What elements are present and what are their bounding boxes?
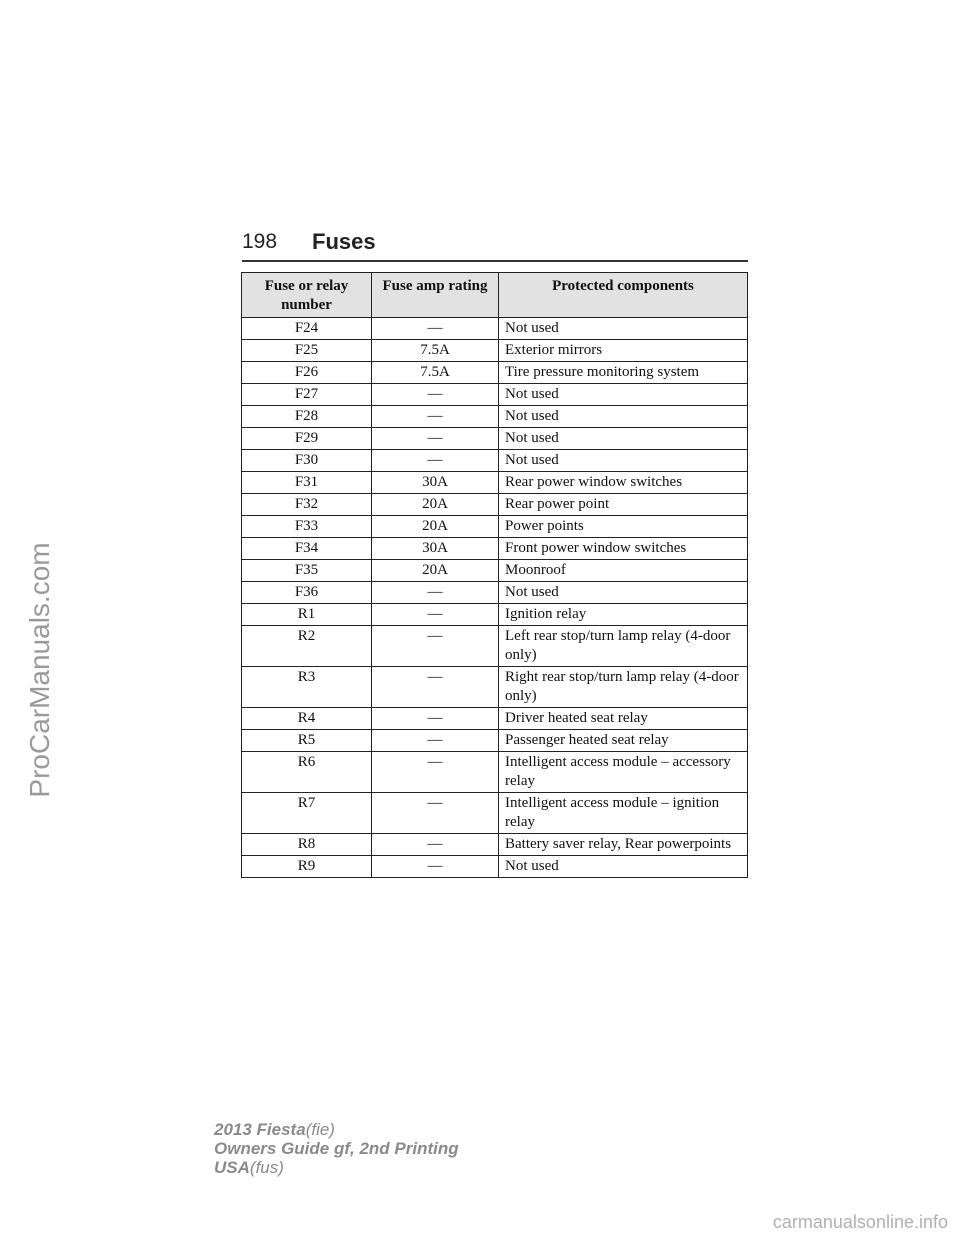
fuse-number-cell: R6 xyxy=(242,752,372,793)
amp-rating-cell: — xyxy=(372,428,499,450)
protected-component-cell: Not used xyxy=(499,318,748,340)
fuse-number-cell: F31 xyxy=(242,472,372,494)
footer-line-3 xyxy=(214,1158,459,1177)
footer-guide: Owners Guide gf, 2nd Printing xyxy=(214,1139,459,1158)
protected-component-cell: Power points xyxy=(499,516,748,538)
page-number: 198 xyxy=(242,230,278,253)
protected-component-cell: Exterior mirrors xyxy=(499,340,748,362)
table-row xyxy=(242,428,748,450)
amp-rating-cell: 30A xyxy=(372,472,499,494)
table-row xyxy=(242,516,748,538)
column-header-number: Fuse or relay number xyxy=(242,273,372,318)
protected-component-cell: Driver heated seat relay xyxy=(499,708,748,730)
fuse-number-cell: R7 xyxy=(242,793,372,834)
table-row xyxy=(242,752,748,793)
protected-component-cell: Intelligent access module – ignition relay xyxy=(499,793,748,834)
table-row xyxy=(242,604,748,626)
table-row xyxy=(242,362,748,384)
protected-component-cell: Tire pressure monitoring system xyxy=(499,362,748,384)
fuse-number-cell: F27 xyxy=(242,384,372,406)
table-row xyxy=(242,582,748,604)
fuse-number-cell: R5 xyxy=(242,730,372,752)
amp-rating-cell: — xyxy=(372,856,499,878)
protected-component-cell: Battery saver relay, Rear powerpoints xyxy=(499,834,748,856)
protected-component-cell: Moonroof xyxy=(499,560,748,582)
amp-rating-cell: 20A xyxy=(372,494,499,516)
fuse-number-cell: F28 xyxy=(242,406,372,428)
fuse-number-cell: F33 xyxy=(242,516,372,538)
footer-line-1 xyxy=(214,1120,459,1139)
fuse-number-cell: F29 xyxy=(242,428,372,450)
protected-component-cell: Not used xyxy=(499,582,748,604)
watermark-text: ProCarManuals.com xyxy=(24,542,55,798)
amp-rating-cell: — xyxy=(372,604,499,626)
table-row xyxy=(242,494,748,516)
protected-component-cell: Ignition relay xyxy=(499,604,748,626)
fuse-number-cell: R9 xyxy=(242,856,372,878)
page-header xyxy=(242,230,748,260)
footer-region: USA xyxy=(214,1158,250,1177)
table-row xyxy=(242,626,748,667)
fuse-number-cell: F34 xyxy=(242,538,372,560)
table-row xyxy=(242,793,748,834)
amp-rating-cell: — xyxy=(372,406,499,428)
table-row xyxy=(242,856,748,878)
column-header-rating: Fuse amp rating xyxy=(372,273,499,318)
protected-component-cell: Right rear stop/turn lamp relay (4-door only) xyxy=(499,667,748,708)
table-row xyxy=(242,667,748,708)
fuse-number-cell: R4 xyxy=(242,708,372,730)
footer-region-code: (fus) xyxy=(249,1158,284,1177)
amp-rating-cell: — xyxy=(372,626,499,667)
amp-rating-cell: — xyxy=(372,752,499,793)
header-row xyxy=(242,273,748,318)
amp-rating-cell: — xyxy=(372,318,499,340)
column-header-components: Protected components xyxy=(499,273,748,318)
table-row xyxy=(242,538,748,560)
protected-component-cell: Not used xyxy=(499,856,748,878)
table-row xyxy=(242,318,748,340)
amp-rating-cell: — xyxy=(372,667,499,708)
fuse-number-cell: R2 xyxy=(242,626,372,667)
amp-rating-cell: — xyxy=(372,450,499,472)
protected-component-cell: Front power window switches xyxy=(499,538,748,560)
amp-rating-cell: 7.5A xyxy=(372,340,499,362)
amp-rating-cell: 7.5A xyxy=(372,362,499,384)
table-row xyxy=(242,472,748,494)
table-row xyxy=(242,834,748,856)
fuse-number-cell: F30 xyxy=(242,450,372,472)
amp-rating-cell: — xyxy=(372,384,499,406)
amp-rating-cell: — xyxy=(372,730,499,752)
protected-component-cell: Rear power point xyxy=(499,494,748,516)
footer-model: 2013 Fiesta xyxy=(214,1120,306,1139)
section-title: Fuses xyxy=(312,229,376,254)
amp-rating-cell: — xyxy=(372,834,499,856)
table-row xyxy=(242,450,748,472)
amp-rating-cell: — xyxy=(372,708,499,730)
table-row xyxy=(242,340,748,362)
header-rule xyxy=(242,260,748,262)
document-footer xyxy=(214,1120,459,1177)
fuse-number-cell: F35 xyxy=(242,560,372,582)
protected-component-cell: Passenger heated seat relay xyxy=(499,730,748,752)
fuse-table-header xyxy=(242,273,748,318)
protected-component-cell: Not used xyxy=(499,406,748,428)
table-row xyxy=(242,560,748,582)
fuse-number-cell: F25 xyxy=(242,340,372,362)
fuse-number-cell: R3 xyxy=(242,667,372,708)
protected-component-cell: Not used xyxy=(499,450,748,472)
site-watermark: carmanualsonline.info xyxy=(772,1212,948,1232)
protected-component-cell: Rear power window switches xyxy=(499,472,748,494)
fuse-number-cell: F36 xyxy=(242,582,372,604)
fuse-number-cell: F24 xyxy=(242,318,372,340)
table-row xyxy=(242,730,748,752)
protected-component-cell: Not used xyxy=(499,384,748,406)
watermark-vertical xyxy=(10,540,70,800)
protected-component-cell: Intelligent access module – accessory relay xyxy=(499,752,748,793)
fuse-number-cell: R8 xyxy=(242,834,372,856)
footer-line-2 xyxy=(214,1139,459,1158)
amp-rating-cell: — xyxy=(372,582,499,604)
fuse-number-cell: F26 xyxy=(242,362,372,384)
fuse-number-cell: F32 xyxy=(242,494,372,516)
amp-rating-cell: — xyxy=(372,793,499,834)
amp-rating-cell: 20A xyxy=(372,560,499,582)
fuse-table-body xyxy=(242,318,748,878)
table-row xyxy=(242,406,748,428)
fuse-table xyxy=(241,272,748,878)
amp-rating-cell: 20A xyxy=(372,516,499,538)
amp-rating-cell: 30A xyxy=(372,538,499,560)
table-row xyxy=(242,708,748,730)
footer-model-code: (fie) xyxy=(305,1120,335,1139)
protected-component-cell: Left rear stop/turn lamp relay (4-door only) xyxy=(499,626,748,667)
protected-component-cell: Not used xyxy=(499,428,748,450)
fuse-number-cell: R1 xyxy=(242,604,372,626)
table-row xyxy=(242,384,748,406)
